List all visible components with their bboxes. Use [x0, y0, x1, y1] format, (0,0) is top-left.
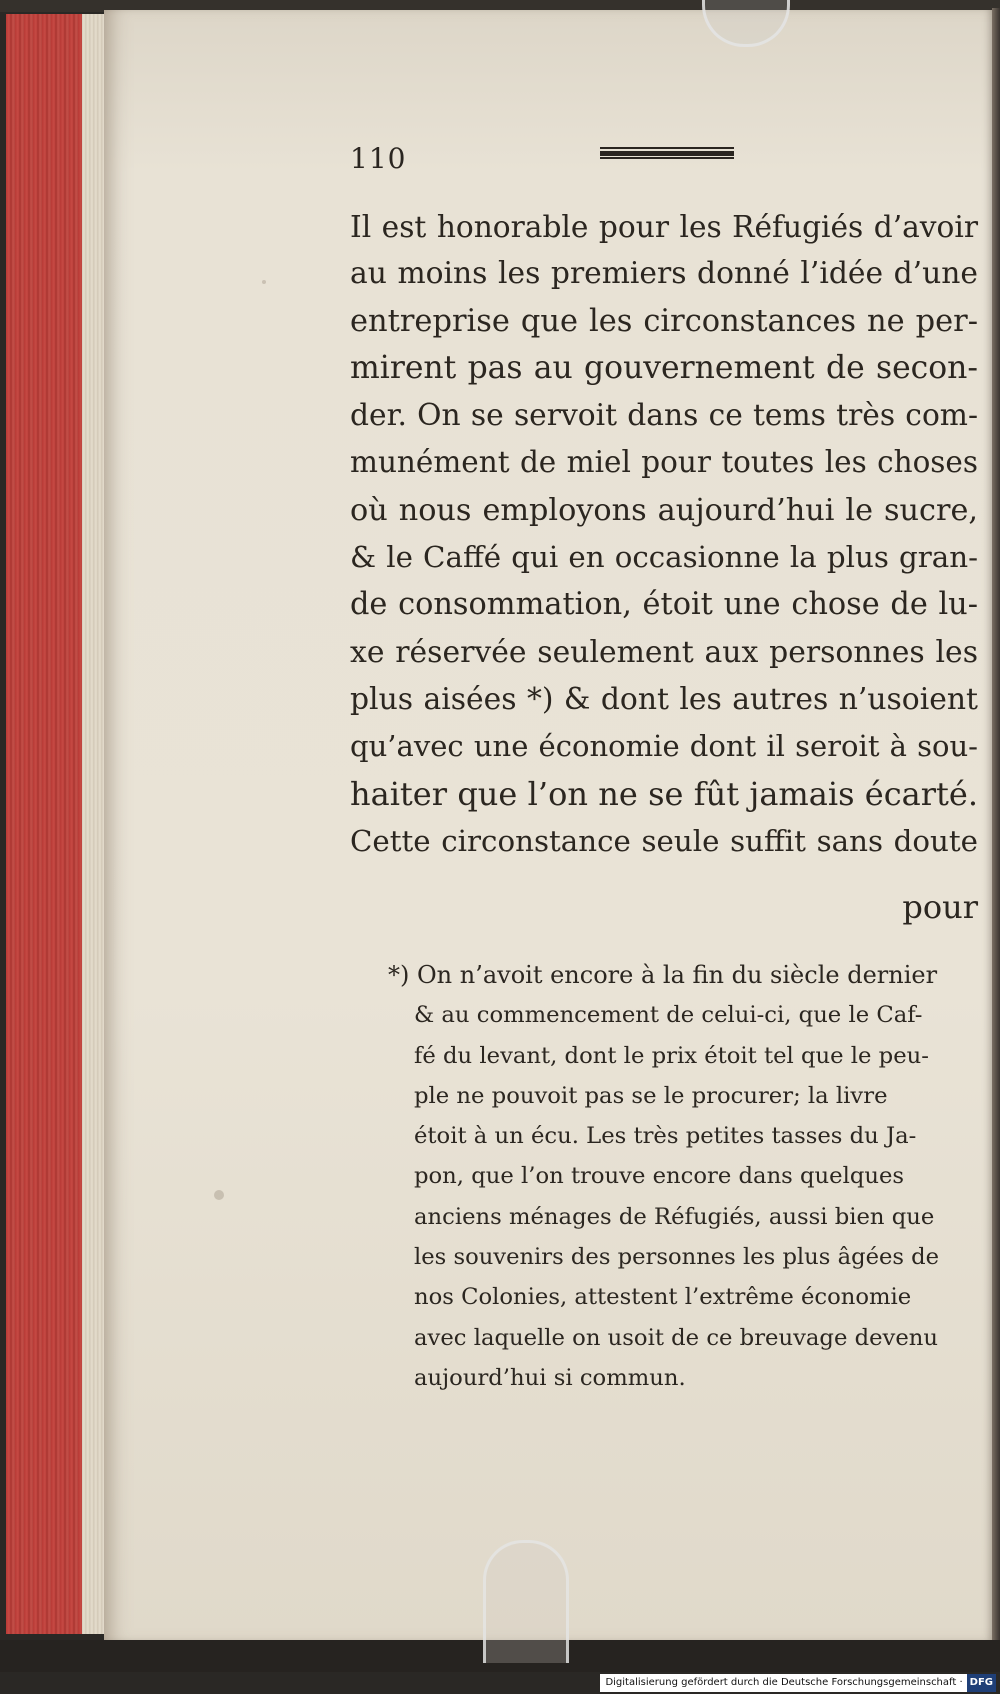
- footnote-line: nos Colonies, attestent l’extrême économie: [414, 1284, 912, 1311]
- text-line: entreprise que les circonstances ne per-: [350, 303, 978, 339]
- footnote-line: *) On n’avoit encore à la fin du siècle dernier: [388, 961, 938, 989]
- header-rule-ornament: [600, 147, 734, 159]
- text-line: au moins les premiers donné l’idée d’une: [350, 256, 978, 292]
- credit-text: Digitalisierung gefördert durch die Deutsche Forschungsgemeinschaft ·: [605, 1677, 963, 1688]
- footnote-line: les souvenirs des personnes les plus âgées de: [414, 1244, 940, 1271]
- text-line: qu’avec une économie dont il seroit à sou-: [350, 729, 978, 764]
- footnote-line: pon, que l’on trouve encore dans quelques: [414, 1163, 905, 1190]
- text-line: Il est honorable pour les Réfugiés d’avoir: [350, 209, 978, 244]
- page-clip-bottom: [483, 1540, 569, 1663]
- text-line: munément de miel pour toutes les choses: [350, 445, 978, 480]
- text-line: xe réservée seulement aux personnes les: [350, 634, 978, 670]
- footnote-line: & au commencement de celui-ci, que le Caf-: [414, 1002, 923, 1029]
- text-line: Cette circonstance seule suffit sans doute: [350, 823, 978, 858]
- text-line: mirent pas au gouvernement de secon-: [350, 349, 978, 386]
- footnote-line: ple ne pouvoit pas se le procurer; la livre: [414, 1082, 888, 1109]
- right-page-edge: [992, 8, 1000, 1648]
- dfg-logo: DFG: [967, 1674, 996, 1692]
- footnote-line: fé du levant, dont le prix étoit tel que le peu-: [414, 1042, 929, 1069]
- red-page-edges: [6, 14, 84, 1634]
- footnote-line: étoit à un écu. Les très petites tasses du Ja-: [414, 1123, 917, 1150]
- text-line: de consommation, étoit une chose de lu-: [350, 587, 978, 623]
- text-line: & le Caffé qui en occasionne la plus gran-: [350, 540, 978, 575]
- footnote-line: anciens ménages de Réfugiés, aussi bien que: [414, 1203, 935, 1230]
- footnote-line: avec laquelle on usoit de ce breuvage devenu: [414, 1324, 938, 1351]
- text-line: haiter que l’on ne se fût jamais écarté.: [350, 774, 978, 813]
- page-stack-edge: [82, 14, 104, 1634]
- page-number: 110: [350, 142, 407, 175]
- catchword: pour: [902, 888, 978, 926]
- digitization-credit: [600, 1674, 996, 1692]
- footnote-line: aujourd’hui si commun.: [414, 1364, 686, 1391]
- text-line: plus aisées *) & dont les autres n’usoient: [350, 681, 978, 717]
- footnote: [388, 955, 970, 1398]
- body-text: [350, 203, 978, 865]
- paper-spot: [214, 1190, 224, 1200]
- text-line: der. On se servoit dans ce tems très com-: [350, 398, 978, 434]
- paper-spot: [262, 280, 266, 284]
- text-line: où nous employons aujourd’hui le sucre,: [350, 492, 978, 528]
